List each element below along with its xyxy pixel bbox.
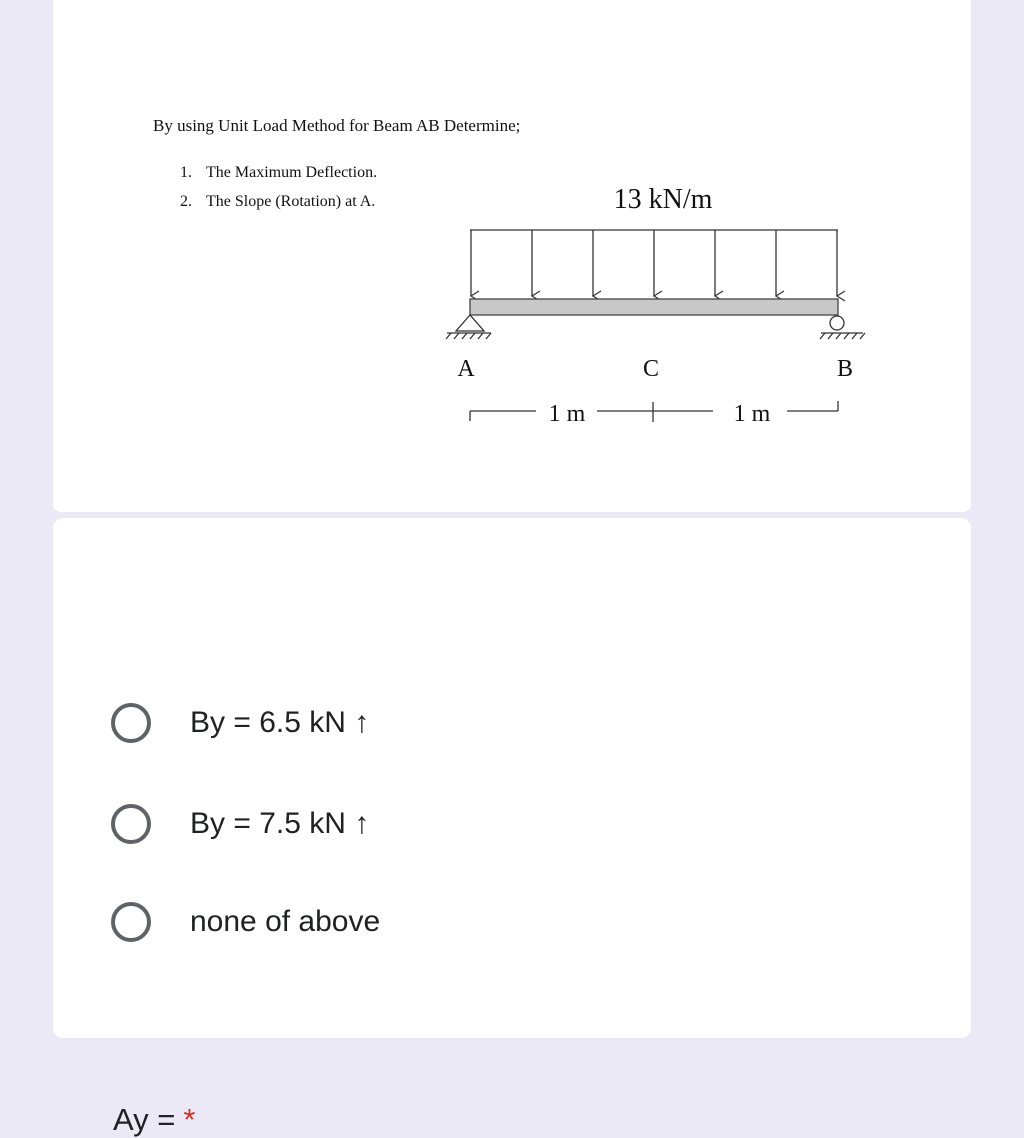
- distributed-load: [470, 230, 838, 296]
- option-3[interactable]: [111, 897, 380, 947]
- problem-card: [53, 0, 971, 512]
- option-label[interactable]: none of above: [190, 905, 381, 938]
- task-number: 2.: [180, 193, 192, 210]
- pin-support-a: [446, 315, 491, 339]
- option-label[interactable]: By = 7.5 kN ↑: [190, 807, 370, 840]
- question-text: Ay =: [113, 1102, 176, 1137]
- beam: [470, 299, 838, 315]
- beam-diagram: [53, 0, 971, 512]
- span-2-label: 1 m: [733, 401, 771, 427]
- point-c-label: C: [642, 356, 660, 382]
- question-title: [113, 1102, 195, 1138]
- option-2[interactable]: [111, 799, 369, 849]
- roller-support-b: [820, 316, 865, 339]
- task-number: 1.: [180, 164, 192, 181]
- option-1[interactable]: [111, 698, 369, 748]
- task-text: The Maximum Deflection.: [206, 164, 378, 181]
- required-asterisk: *: [183, 1102, 196, 1137]
- radio-button[interactable]: [111, 703, 151, 743]
- task-text: The Slope (Rotation) at A.: [206, 193, 376, 210]
- question-card: [53, 518, 971, 1137]
- dimension-line: [470, 401, 838, 422]
- problem-intro: By using Unit Load Method for Beam AB Determine;: [153, 116, 521, 135]
- radio-button[interactable]: [111, 902, 151, 942]
- radio-button[interactable]: [111, 804, 151, 844]
- option-label[interactable]: By = 6.5 kN ↑: [190, 706, 370, 739]
- span-1-label: 1 m: [548, 401, 586, 427]
- point-b-label: B: [836, 356, 854, 382]
- load-label: 13 kN/m: [613, 184, 713, 215]
- point-a-label: A: [457, 356, 475, 382]
